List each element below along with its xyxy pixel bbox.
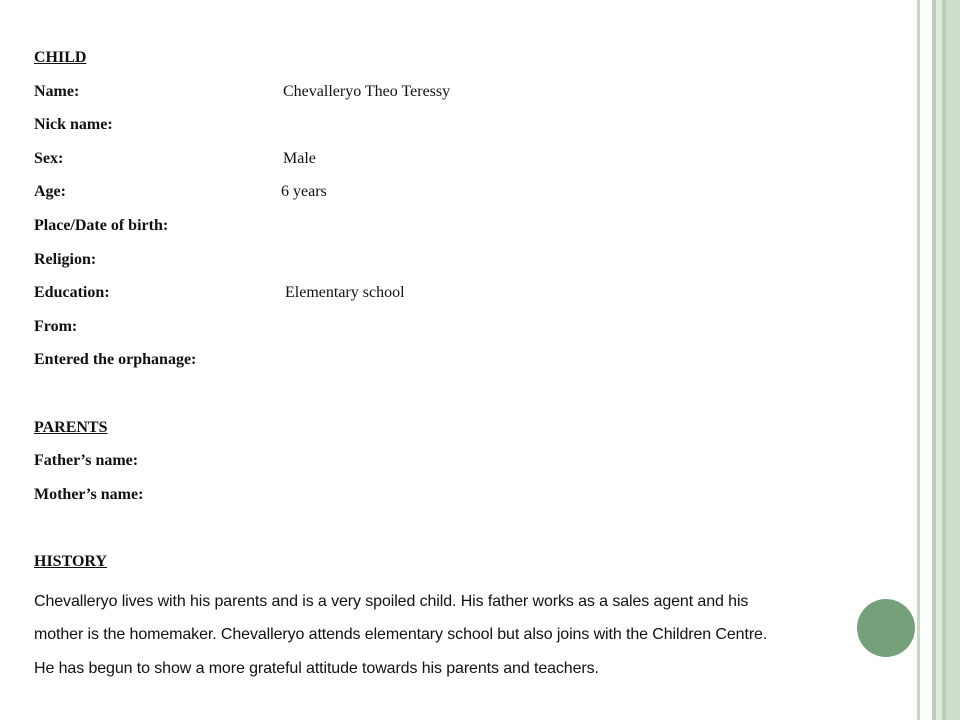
history-paragraph	[34, 585, 854, 686]
field-label: Place/Date of birth:	[34, 216, 169, 234]
field-label: Father’s name:	[34, 452, 139, 470]
field-row-mother	[34, 484, 874, 518]
field-label: Education:	[34, 284, 110, 302]
field-value: Elementary school	[285, 284, 405, 302]
field-row-name	[34, 81, 874, 115]
border-stripe	[920, 0, 932, 720]
field-value: 6 years	[281, 183, 327, 201]
field-row-education	[34, 282, 874, 316]
spacer	[34, 383, 874, 417]
field-row-father	[34, 450, 874, 484]
field-label: Nick name:	[34, 116, 113, 134]
history-section-heading: HISTORY	[34, 552, 107, 570]
field-value: Chevalleryo Theo Teressy	[283, 82, 451, 100]
field-row-entered	[34, 349, 874, 383]
history-line: He has begun to show a more grateful attitude towards his parents and teachers.	[34, 659, 599, 677]
border-stripe	[946, 0, 960, 720]
field-label: Sex:	[34, 149, 64, 167]
profile-content	[34, 47, 874, 685]
field-label: Age:	[34, 183, 66, 201]
field-label: Entered the orphanage:	[34, 351, 197, 369]
field-label: Name:	[34, 82, 80, 100]
field-label: Mother’s name:	[34, 485, 144, 503]
field-row-nickname	[34, 114, 874, 148]
spacer	[34, 517, 874, 551]
field-row-age	[34, 181, 874, 215]
field-row-from	[34, 316, 874, 350]
field-row-sex	[34, 148, 874, 182]
field-value: Male	[283, 149, 316, 167]
field-row-religion	[34, 249, 874, 283]
history-line: Chevalleryo lives with his parents and is a very spoiled child. His father works as a sales agent and his	[34, 592, 749, 610]
parents-section-heading: PARENTS	[34, 418, 108, 436]
field-label: From:	[34, 317, 78, 335]
child-section-heading: CHILD	[34, 49, 87, 66]
field-row-birth	[34, 215, 874, 249]
field-label: Religion:	[34, 250, 97, 268]
history-line: mother is the homemaker. Chevalleryo attends elementary school but also joins with the Children Centre.	[34, 626, 768, 644]
